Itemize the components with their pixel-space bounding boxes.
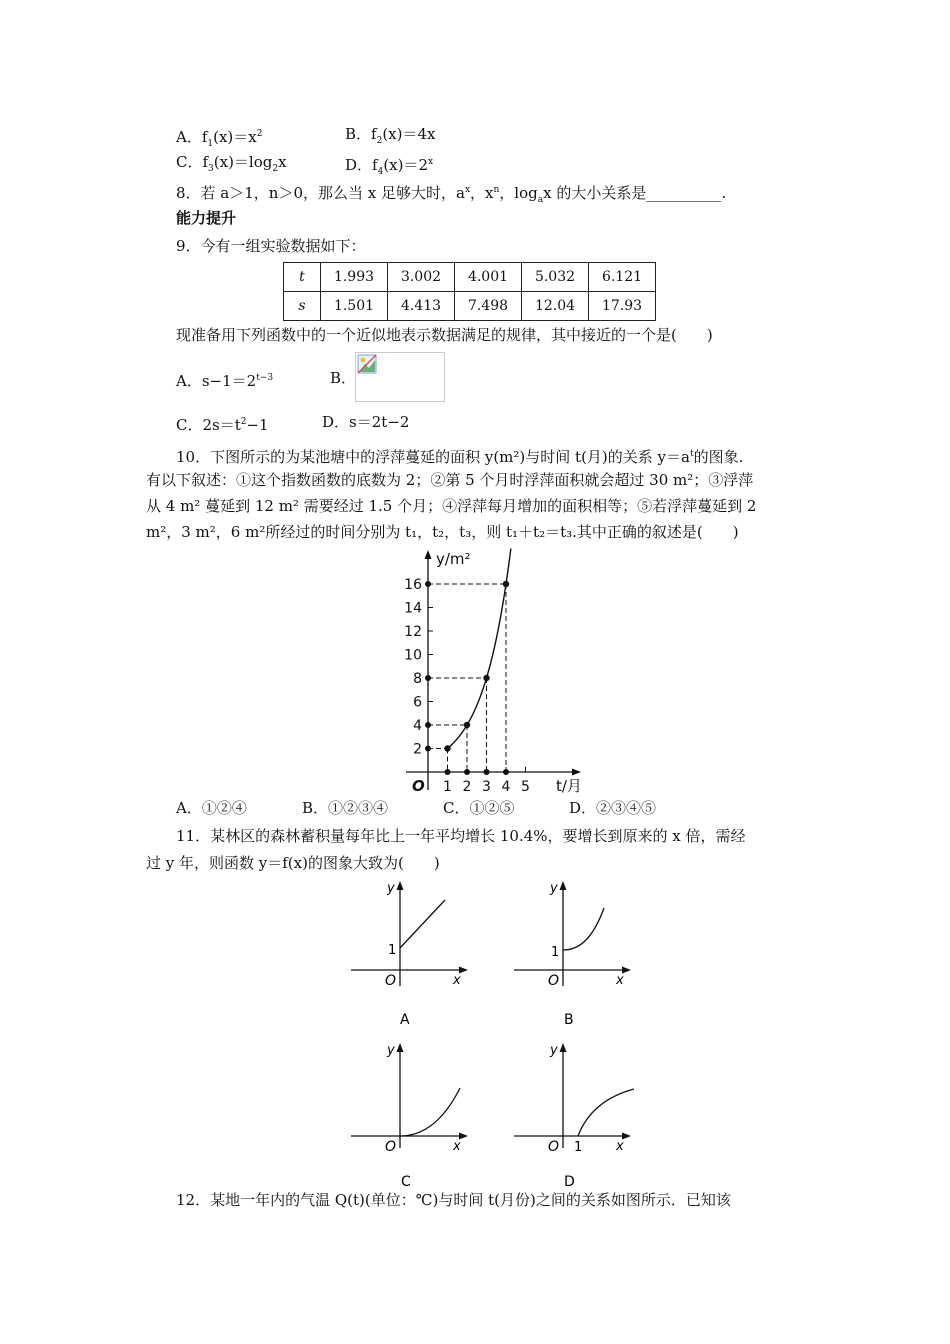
x-axis-point (445, 769, 451, 775)
x-axis-label: x (616, 1139, 624, 1154)
answer-blank: __________ (646, 184, 722, 202)
graph-b (508, 878, 638, 1028)
q10-line-1: 10．下图所示的为某池塘中的浮萍蔓延的面积 y(m²)与时间 t(月)的关系 $y=a^t$的图象. (176, 448, 744, 466)
y-axis-label: y (550, 1043, 558, 1058)
y-axis-label: y/m² (436, 550, 471, 568)
intercept-label: 1 (388, 943, 397, 958)
graph-label: A (400, 1012, 410, 1028)
q9-option-c: C．$2s=t^2-1$ (176, 416, 269, 434)
intercept-label: 1 (574, 1140, 583, 1155)
table-cell: 4.001 (455, 263, 522, 292)
table-cell: 12.04 (522, 292, 589, 321)
x-axis-label: t/月 (556, 777, 582, 795)
table-cell: 3.002 (388, 263, 455, 292)
table-row (284, 292, 656, 321)
q8-stem: 8．若 a＞1，n＞0，那么当 x 足够大时，$a^x$，$x^n$，$\log_ax$ 的大小关系是__________. (176, 184, 727, 205)
intercept-label: 1 (551, 945, 560, 960)
table-cell: 17.93 (589, 292, 656, 321)
y-axis-label: y (387, 1043, 395, 1058)
y-tick-label: 16 (404, 577, 422, 593)
y-axis-point (425, 722, 431, 728)
table-cell: 1.501 (321, 292, 388, 321)
table-header-cell: s (284, 292, 321, 321)
q10-option-c: C．①②⑤ (443, 799, 515, 817)
x-axis-label: x (453, 973, 461, 988)
origin-label: O (385, 1139, 397, 1155)
data-point (444, 745, 450, 751)
q10-line-3: 从 4 m² 蔓延到 12 m² 需要经过 1.5 个月；④浮萍每月增加的面积相等；⑤若浮萍蔓延到 2 (146, 497, 757, 515)
data-point (503, 581, 509, 587)
origin-label: O (385, 973, 397, 989)
y-tick-label: 4 (413, 718, 422, 734)
y-axis-label: y (550, 881, 558, 896)
x-tick-label: 4 (501, 779, 511, 795)
q7-option-c: C．$f_3(x)=\log_2x$ (176, 153, 287, 174)
data-point (464, 722, 470, 728)
growth-chart (390, 546, 590, 796)
q10-option-a: A．①②④ (176, 799, 247, 817)
q10-option-d: D．②③④⑤ (569, 799, 657, 817)
q7-option-b: B．$f_2(x)=4x$ (345, 125, 436, 146)
q11-line-1: 11．某林区的森林蓄积量每年比上一年平均增长 10.4%，要增长到原来的 x 倍，需经 (176, 827, 746, 845)
y-tick-label: 6 (413, 694, 422, 711)
graph-label: C (401, 1174, 411, 1190)
q11-line-2: 过 y 年，则函数 y＝f(x)的图象大致为( ) (146, 854, 440, 872)
origin-label: O (548, 973, 560, 989)
q12-line-1: 12．某地一年内的气温 Q(t)(单位：℃)与时间 t(月份)之间的关系如图所示．已知该 (176, 1191, 731, 1209)
table-row (284, 263, 656, 292)
y-axis-label: y (387, 881, 395, 896)
origin-label: O (548, 1139, 560, 1155)
y-axis-point (425, 675, 431, 681)
q7-option-a: A．$f_1(x)=x^2$ (176, 128, 263, 149)
y-axis-point (425, 746, 431, 752)
y-tick-label: 12 (404, 624, 422, 640)
table-cell: 6.121 (589, 263, 656, 292)
q7-option-d: D．$f_4(x)=2^x$ (345, 156, 434, 177)
y-tick-label: 14 (404, 600, 422, 617)
section-title: 能力提升 (176, 209, 237, 227)
table-cell: 5.032 (522, 263, 589, 292)
graph-label: B (564, 1012, 574, 1028)
x-axis-arrow (572, 769, 581, 776)
q10-option-b: B．①②③④ (302, 799, 389, 817)
origin-label: O (412, 777, 425, 795)
q9-data-table (283, 262, 656, 321)
x-axis-label: x (616, 973, 624, 988)
q9-option-d: D．s＝2t−2 (322, 413, 410, 431)
q9-option-a: A．$s-1=2^{t-3}$ (176, 372, 274, 390)
x-axis-point (464, 769, 470, 775)
table-header-cell: t (284, 263, 321, 292)
q9-option-b: B． (330, 369, 357, 387)
data-point (483, 675, 489, 681)
table-cell: 7.498 (455, 292, 522, 321)
q9-stem: 9．今有一组实验数据如下： (176, 237, 366, 255)
table-cell: 4.413 (388, 292, 455, 321)
q10-line-2: 有以下叙述：①这个指数函数的底数为 2；②第 5 个月时浮萍面积就会超过 30 m²；③浮萍 (146, 471, 754, 489)
y-axis-arrow (425, 550, 432, 559)
x-tick-label: 2 (462, 779, 472, 795)
x-axis-point (503, 769, 509, 775)
graph-a (345, 878, 475, 1028)
broken-image-icon (355, 352, 445, 402)
table-cell: 1.993 (321, 263, 388, 292)
graph-label: D (564, 1174, 575, 1190)
graph-d (508, 1040, 648, 1190)
y-tick-label: 8 (413, 671, 422, 687)
growth-curve (448, 548, 511, 748)
y-tick-label: 10 (404, 647, 422, 664)
y-tick-label: 2 (413, 741, 422, 758)
x-axis-point (484, 769, 490, 775)
x-tick-label: 3 (482, 779, 491, 795)
q9-question: 现准备用下列函数中的一个近似地表示数据满足的规律，其中接近的一个是( ) (176, 326, 713, 344)
q10-line-4: m²，3 m²，6 m²所经过的时间分别为 t₁，t₂，t₃，则 t₁＋t₂＝t₃.其中正确的叙述是( ) (146, 523, 739, 541)
graph-c (345, 1040, 475, 1190)
x-axis-label: x (453, 1139, 461, 1154)
x-tick-label: 5 (521, 779, 530, 795)
y-axis-point (425, 581, 431, 587)
x-tick-label: 1 (443, 779, 452, 795)
